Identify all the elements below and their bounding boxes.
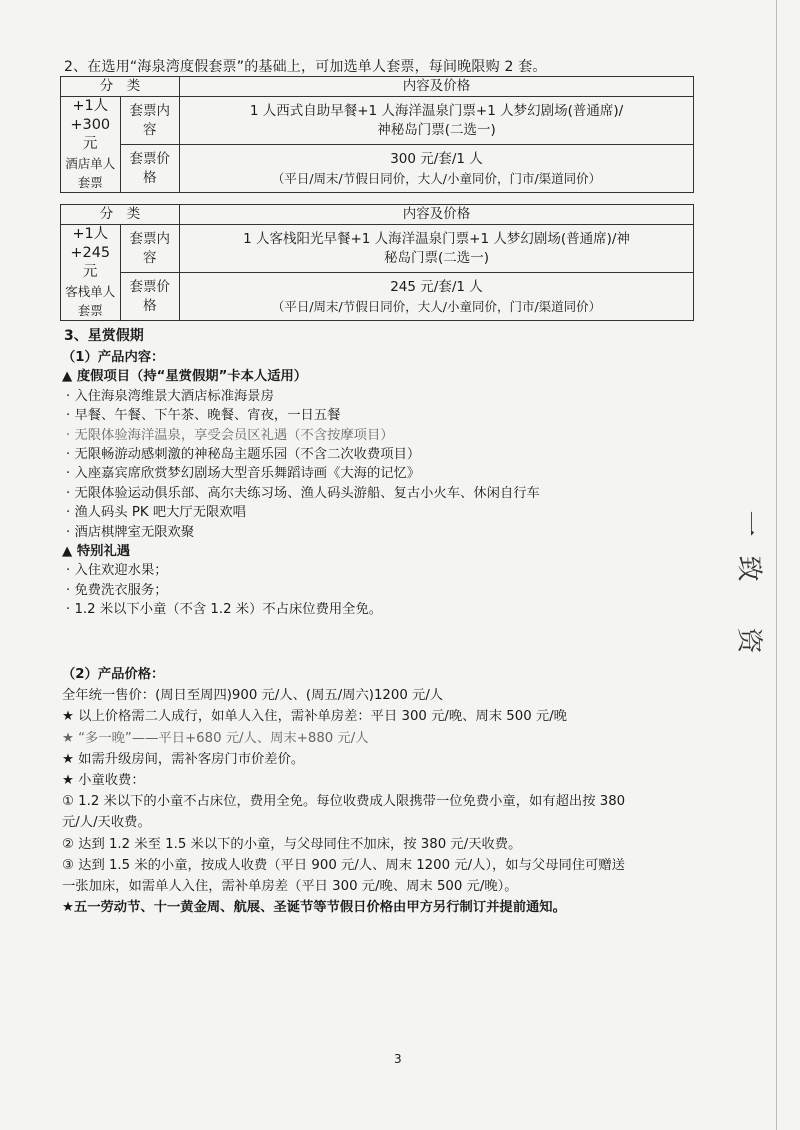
list-item: · 入住海泉湾维景大酒店标准海景房 [66,388,274,404]
price-line: 一张加床，如需单人入住，需补单房差（平日 300 元/晚、周末 500 元/晚）。 [62,878,518,894]
content-value [180,225,694,273]
list-item: · 无限体验运动俱乐部、高尔夫练习场、渔人码头游船、复古小火车、休闲自行车 [66,485,540,501]
package-name-line1: +1人+245元 [70,226,111,280]
content-line2: 神秘岛门票(二选一) [377,121,496,138]
price-value-line: 300 元/套/1 人 [390,150,483,167]
product-prices [62,664,742,918]
list-item: · 1.2 米以下小童（不含 1.2 米）不占床位费用全免。 [66,602,383,618]
price-line: 全年统一售价：(周日至周四)900 元/人、(周五/周六)1200 元/人 [62,688,444,704]
list-item: · 早餐、午餐、下午茶、晚餐、宵夜，一日五餐 [66,408,341,424]
price-heading: （2）产品价格： [62,667,165,682]
handwritten-mark: 致 [733,555,764,582]
price-value-line: 245 元/套/1 人 [390,278,483,295]
hotel-single-package-table [60,76,694,193]
intro-text: 2、在选用“海泉湾度假套票”的基础上，可加选单人套票，每间晚限购 2 套。 [64,59,547,75]
price-line: ★ “多一晚”——平日+680 元/人、周末+880 元/人 [62,730,369,746]
price-line: ★ 如需升级房间，需补客房门市价差价。 [62,751,305,767]
package-name-line1: +1人+300元 [70,98,111,152]
price-line: ★五一劳动节、十一黄金周、航展、圣诞节等节假日价格由甲方另行制订并提前通知。 [62,900,566,916]
content-line2: 秘岛门票(二选一) [383,249,490,266]
page-number: 3 [394,1052,402,1066]
price-label: 套票价格 [120,273,180,321]
price-line: ★ 以上价格需二人成行，如单人入住，需补单房差：平日 300 元/晚、周末 500 元/晚 [62,709,567,725]
package-name [61,97,121,193]
price-note: （平日/周末/节假日同价，大人/小童同价，门市/渠道同价） [271,298,602,314]
list-item: · 酒店棋牌室无限欢聚 [66,524,195,540]
package-name-line2: 酒店单人套票 [65,156,116,190]
price-line: ① 1.2 米以下的小童不占床位，费用全免。每位收费成人限携带一位免费小童，如有超出按 380 [62,794,626,810]
price-line: 元/人/天收费。 [62,815,151,831]
perks-heading: ▲ 特别礼遇 [62,543,131,559]
list-item: · 无限体验海洋温泉，享受会员区礼遇（不含按摩项目） [66,427,394,443]
header-content-price: 内容及价格 [180,77,694,97]
header-category: 分 类 [61,77,180,97]
list-item: · 入座嘉宾席欣赏梦幻剧场大型音乐舞蹈诗画《大海的记忆》 [66,466,421,482]
section-title: 3、星赏假期 [64,328,144,344]
content-value [180,97,694,145]
price-line: ③ 达到 1.5 米的小童，按成人收费（平日 900 元/人、周末 1200 元/人），如与父母同住可赠送 [62,857,625,873]
content-label: 套票内容 [120,225,180,273]
list-item: · 免费洗衣服务； [66,582,168,598]
price-line: ② 达到 1.2 米至 1.5 米以下的小童，与父母同住不加床，按 380 元/天收费。 [62,836,522,852]
content-line1: 1 人客栈阳光早餐+1 人海洋温泉门票+1 人梦幻剧场(普通席)/神 [243,230,630,247]
header-category: 分 类 [61,205,180,225]
price-note: （平日/周末/节假日同价，大人/小童同价，门市/渠道同价） [271,170,602,186]
scan-edge-line [776,0,777,1130]
contents-heading: （1）产品内容： [62,350,165,365]
product-contents [62,348,722,619]
resort-heading: ▲ 度假项目（持“星赏假期”卡本人适用） [62,369,308,385]
handwritten-mark: 一 [733,510,764,537]
content-line1: 1 人西式自助早餐+1 人海洋温泉门票+1 人梦幻剧场(普通席)/ [249,102,624,119]
price-value [180,273,694,321]
package-name-line2: 客栈单人套票 [65,284,116,318]
price-label: 套票价格 [120,145,180,193]
content-label: 套票内容 [120,97,180,145]
list-item: · 无限畅游动感刺激的神秘岛主题乐园（不含二次收费项目） [66,446,421,462]
list-item: · 入住欢迎水果； [66,563,168,579]
price-value [180,145,694,193]
header-content-price: 内容及价格 [180,205,694,225]
price-line: ★ 小童收费： [62,772,145,788]
package-name [61,225,121,321]
inn-single-package-table [60,204,694,321]
handwritten-mark: 资 [733,627,764,654]
list-item: · 渔人码头 PK 吧大厅无限欢唱 [66,505,246,521]
